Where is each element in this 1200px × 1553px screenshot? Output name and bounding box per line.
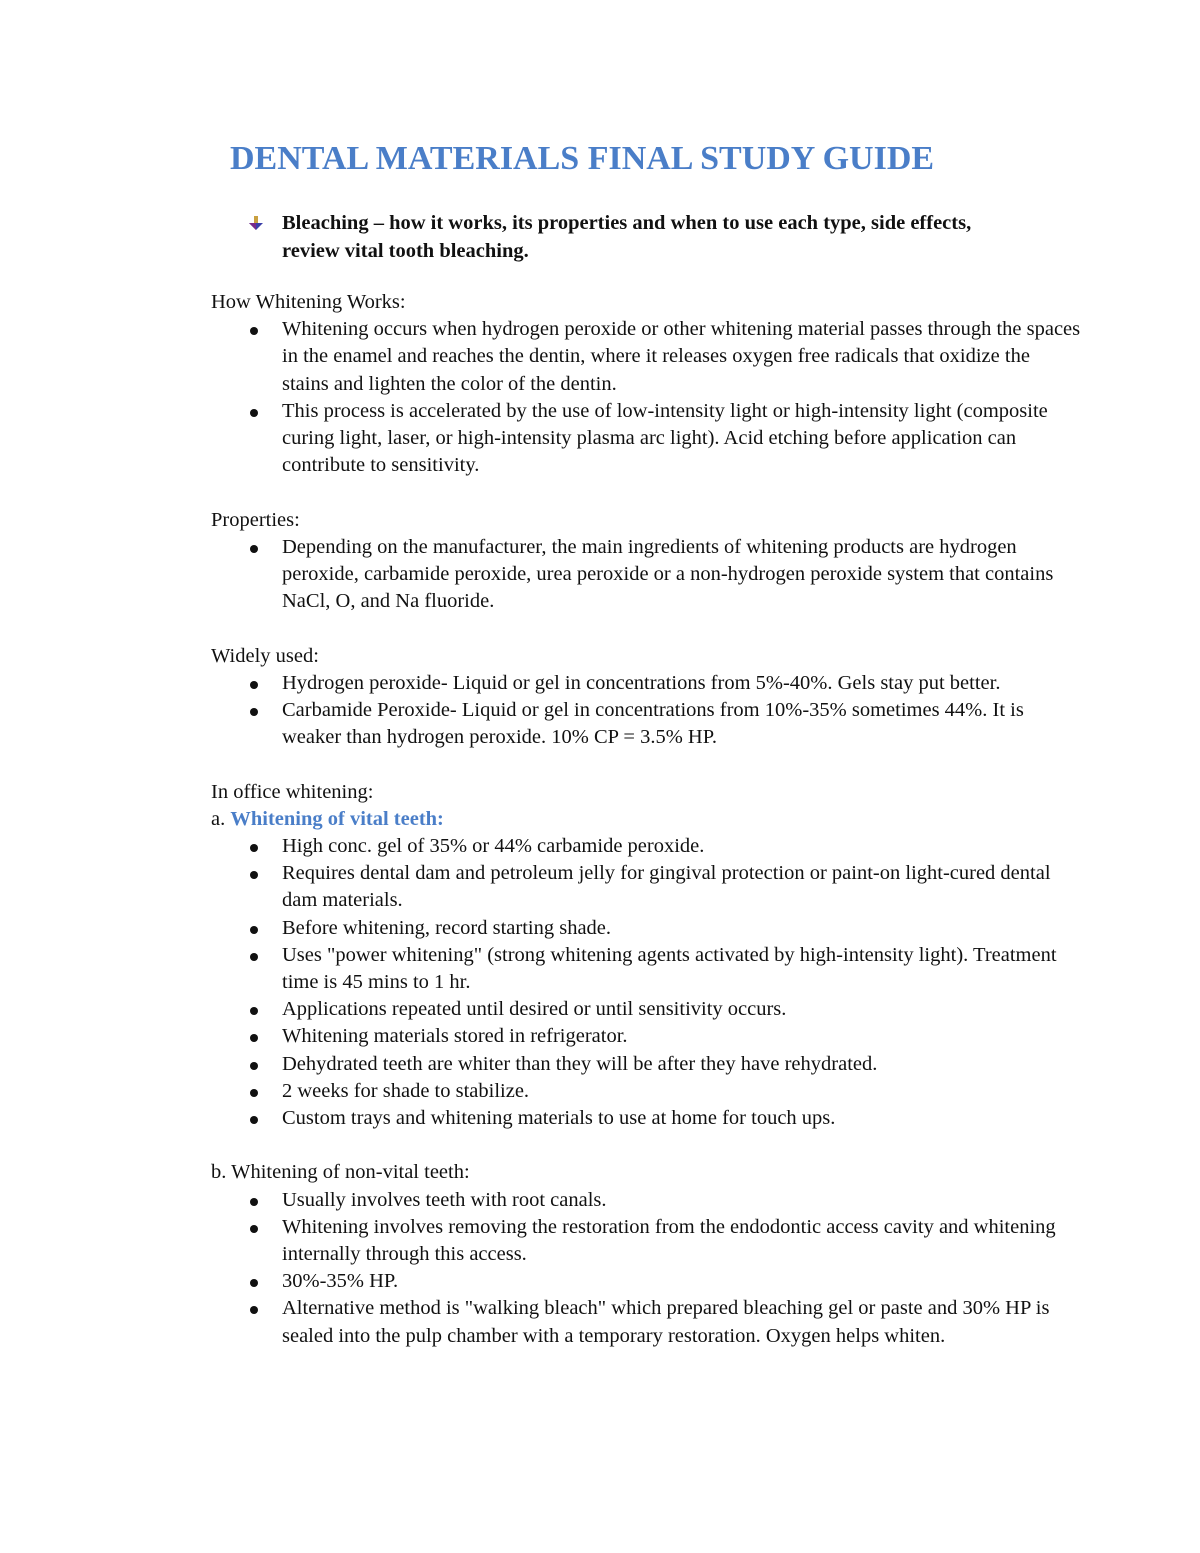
how-whitening-works-list xyxy=(211,316,1081,479)
section-heading-how-whitening-works: How Whitening Works: xyxy=(211,291,406,313)
vital-teeth-list xyxy=(211,833,1081,1132)
section-heading-in-office-whitening: In office whitening: xyxy=(211,780,374,803)
list-item: Applications repeated until desired or until sensitivity occurs. xyxy=(211,996,1081,1023)
topic-text: Bleaching – how it works, its properties and when to use each type, side effects, review vital tooth bleaching. xyxy=(282,212,972,262)
list-item: Alternative method is "walking bleach" which prepared bleaching gel or paste and 30% HP is sealed into the pulp chamber with a temporary restoration. Oxygen helps whiten. xyxy=(211,1295,1081,1349)
section-heading-properties: Properties: xyxy=(211,508,300,531)
list-item: 2 weeks for shade to stabilize. xyxy=(211,1078,1081,1105)
list-item: Dehydrated teeth are whiter than they will be after they have rehydrated. xyxy=(211,1051,1081,1078)
page-title: DENTAL MATERIALS FINAL STUDY GUIDE xyxy=(230,140,935,177)
properties-list xyxy=(211,534,1081,616)
subsection-label: Whitening of vital teeth: xyxy=(230,807,444,830)
list-item: Requires dental dam and petroleum jelly for gingival protection or paint-on light-cured dental dam materials. xyxy=(211,860,1081,914)
widely-used-list xyxy=(211,670,1081,752)
list-item: Whitening occurs when hydrogen peroxide or other whitening material passes through the spaces in the enamel and reaches the dentin, where it releases oxygen free radicals that oxidize the stains and lighten the color of the dentin. xyxy=(211,316,1081,398)
list-item: Whitening involves removing the restoration from the endodontic access cavity and whitening internally through this access. xyxy=(211,1214,1081,1268)
subsection-prefix: a. xyxy=(211,807,231,830)
list-item: Usually involves teeth with root canals. xyxy=(211,1187,1081,1214)
list-item: High conc. gel of 35% or 44% carbamide peroxide. xyxy=(211,833,1081,860)
list-item: Hydrogen peroxide- Liquid or gel in concentrations from 5%-40%. Gels stay put better. xyxy=(211,670,1081,697)
section-heading-widely-used: Widely used: xyxy=(211,644,319,667)
list-item: Whitening materials stored in refrigerator. xyxy=(211,1023,1081,1050)
list-item: Custom trays and whitening materials to use at home for touch ups. xyxy=(211,1105,1081,1132)
list-item: This process is accelerated by the use of low-intensity light or high-intensity light (composite curing light, laser, or high-intensity plasma arc light). Acid etching before application can contribute to sensitivity. xyxy=(211,398,1081,480)
list-item: 30%-35% HP. xyxy=(211,1268,1081,1295)
list-item: Before whitening, record starting shade. xyxy=(211,915,1081,942)
subsection-heading-non-vital-teeth: b. Whitening of non-vital teeth: xyxy=(211,1161,470,1184)
list-item: Carbamide Peroxide- Liquid or gel in concentrations from 10%-35% sometimes 44%. It is weaker than hydrogen peroxide. 10% CP = 3.5% HP. xyxy=(211,697,1081,751)
non-vital-teeth-list xyxy=(211,1187,1081,1350)
arrow-down-icon xyxy=(248,215,264,231)
list-item: Uses "power whitening" (strong whitening agents activated by high-intensity light). Treatment time is 45 mins to 1 hr. xyxy=(211,942,1081,996)
document-body xyxy=(211,289,1081,1350)
list-item: Depending on the manufacturer, the main ingredients of whitening products are hydrogen peroxide, carbamide peroxide, urea peroxide or a non-hydrogen peroxide system that contains NaCl, O, and Na fluoride. xyxy=(211,534,1081,616)
subsection-heading-vital-teeth xyxy=(211,806,1081,833)
